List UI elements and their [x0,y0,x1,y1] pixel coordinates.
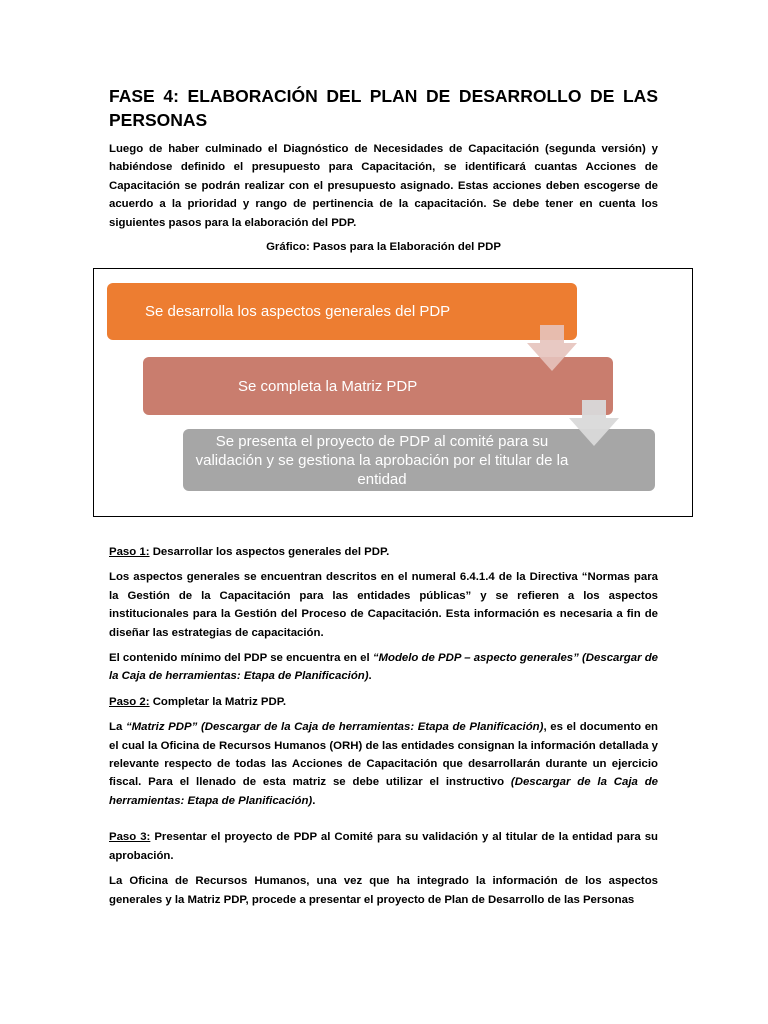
diagram-step-1: Se desarrolla los aspectos generales del PDP [107,283,577,340]
page-title: FASE 4: ELABORACIÓN DEL PLAN DE DESARROLLO DE LAS PERSONAS [109,86,658,130]
paso-1-heading: Paso 1: Desarrollar los aspectos generales del PDP. [109,546,390,558]
down-arrow-icon [527,325,577,371]
intro-paragraph: Luego de haber culminado el Diagnóstico de Necesidades de Capacitación (segunda versión) y habiéndose definido el presupuesto para Capacitación, se identificará cuantas Acciones de Capacitación se podrán realizar con el presupuesto asignado. Estas acciones deben escogerse de acuerdo a la prioridad y rango de pertinencia de la capacitación. Se debe tener en cuenta los siguientes pasos para la elaboración del PDP. [109,143,658,229]
header-section [109,84,658,255]
paso-2-paragraph: La “Matriz PDP” (Descargar de la Caja de herramientas: Etapa de Planificación), es el documento en el cual la Oficina de Recursos Humanos (ORH) de las entidades consignan la información detallada y relevante respecto de todas las Acciones de Capacitación que desarrollarán durante un ejercicio fiscal. Para el llenado de esta matriz se debe utilizar el instructivo (Descargar de la Caja de herramientas: Etapa de Planificación). [109,721,658,807]
down-arrow-icon [569,400,619,446]
paso-3-heading: Paso 3: Presentar el proyecto de PDP al Comité para su validación y al titular de la entidad para su aprobación. [109,831,658,862]
pdp-steps-diagram [93,268,693,517]
figure-caption: Gráfico: Pasos para la Elaboración del PDP [266,241,501,254]
steps-section [109,543,658,916]
paso-3-paragraph: La Oficina de Recursos Humanos, una vez que ha integrado la información de los aspectos generales y la Matriz PDP, procede a presentar el proyecto de Plan de Desarrollo de las Personas [109,875,658,906]
paso-2-heading: Paso 2: Completar la Matriz PDP. [109,695,287,708]
diagram-step-3: Se presenta el proyecto de PDP al comité para su validación y se gestiona la aprobación por el titular de la entidad [183,429,655,491]
paso-1-paragraph-2: El contenido mínimo del PDP se encuentra en el “Modelo de PDP – aspecto generales” (Descargar de la Caja de herramientas: Etapa de Planificación). [109,652,658,683]
diagram-step-2: Se completa la Matriz PDP [143,357,613,415]
paso-1-paragraph: Los aspectos generales se encuentran descritos en el numeral 6.4.1.4 de la Directiva “Normas para la Gestión de la Capacitación para las entidades públicas” y se refieren a los aspectos institucionales para la Gestión del Proceso de Capacitación. Esta información es necesaria a fin de diseñar las estrategias de capacitación. [109,571,658,639]
